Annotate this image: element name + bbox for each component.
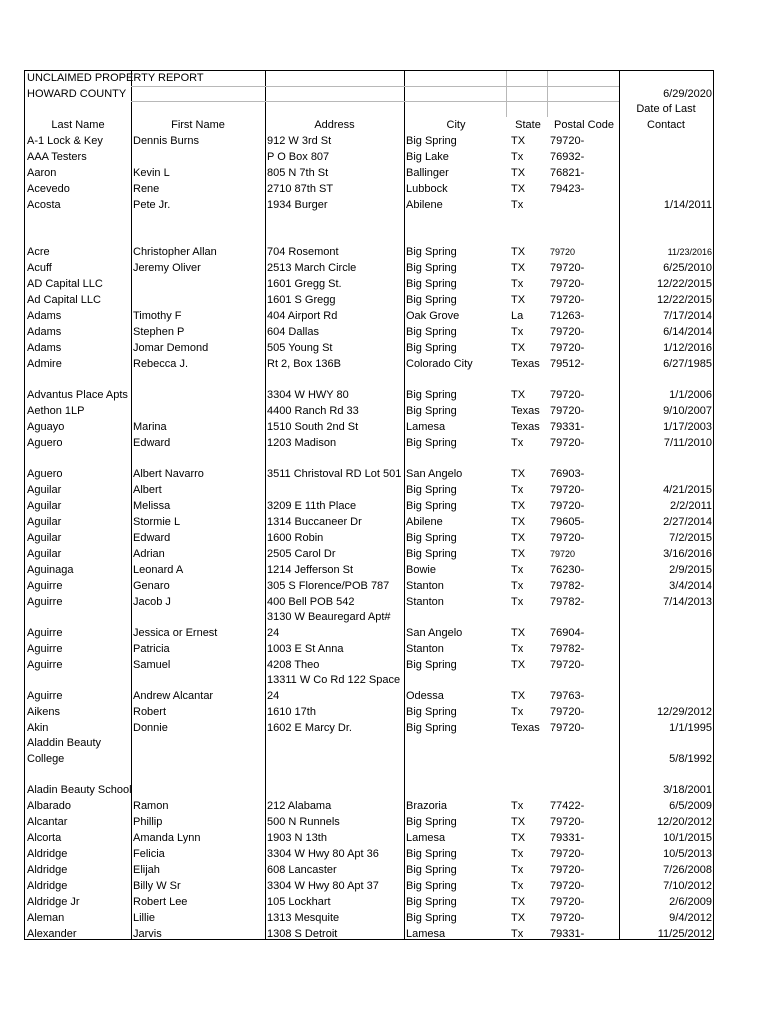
cell-last: Adams: [27, 342, 62, 354]
cell-state: Tx: [511, 848, 524, 860]
cell-last: AD Capital LLC: [27, 278, 103, 290]
cell-state: Tx: [511, 278, 524, 290]
header-city: City: [446, 119, 466, 131]
cell-contact: 9/4/2012: [669, 912, 712, 924]
cell-contact: 3/18/2001: [663, 784, 712, 796]
cell-last: Aguirre: [27, 659, 63, 671]
cell-last: Acevedo: [27, 183, 70, 195]
cell-city: Brazoria: [406, 800, 447, 812]
cell-address: 1510 South 2nd St: [267, 421, 359, 433]
cell-first: Stephen P: [133, 326, 185, 338]
cell-city: Big Spring: [406, 326, 457, 338]
cell-contact: 11/25/2012: [657, 928, 712, 940]
cell-postal: 79331-: [550, 421, 585, 433]
cell-contact: 3/16/2016: [663, 548, 712, 560]
cell-city: Big Spring: [406, 880, 457, 892]
cell-postal: 71263-: [550, 310, 585, 322]
cell-city: Lubbock: [406, 183, 448, 195]
cell-address: 1934 Burger: [267, 199, 328, 211]
cell-last: Adams: [27, 310, 62, 322]
cell-city: Big Spring: [406, 342, 457, 354]
cell-last: Akin: [27, 722, 49, 734]
cell-contact: 6/14/2014: [663, 326, 712, 338]
cell-city: Big Spring: [406, 262, 457, 274]
cell-state: TX: [511, 135, 526, 147]
cell-first: Robert: [133, 706, 167, 718]
cell-contact: 2/9/2015: [669, 564, 712, 576]
cell-last: Aethon 1LP: [27, 405, 85, 417]
cell-first: Rene: [133, 183, 160, 195]
header-state: State: [515, 119, 541, 131]
cell-contact: 1/1/2006: [669, 389, 712, 401]
cell-postal: 79720-: [550, 880, 585, 892]
cell-contact: 2/27/2014: [663, 516, 712, 528]
cell-city: Abilene: [406, 516, 443, 528]
cell-state: TX: [511, 816, 526, 828]
cell-last: Aguero: [27, 468, 63, 480]
cell-postal: 79720-: [550, 389, 585, 401]
cell-address: 24: [267, 690, 280, 702]
cell-state: TX: [511, 912, 526, 924]
cell-last: Aguero: [27, 437, 63, 449]
cell-city: Colorado City: [406, 358, 473, 370]
cell-first: Jacob J: [133, 596, 171, 608]
cell-last: Alexander: [27, 928, 77, 940]
cell-postal: 79720: [550, 247, 576, 257]
cell-address: 1610 17th: [267, 706, 316, 718]
cell-first: Leonard A: [133, 564, 184, 576]
cell-address: 2513 March Circle: [267, 262, 357, 274]
cell-state: TX: [511, 500, 526, 512]
cell-postal: 76821-: [550, 167, 585, 179]
cell-address: 1313 Mesquite: [267, 912, 340, 924]
cell-postal: 79782-: [550, 580, 585, 592]
cell-city: Big Spring: [406, 246, 457, 258]
cell-state: Tx: [511, 326, 524, 338]
cell-city: Big Spring: [406, 532, 457, 544]
cell-contact: 1/14/2011: [663, 199, 712, 211]
cell-city: Odessa: [406, 690, 444, 702]
report-county: HOWARD COUNTY: [27, 88, 127, 100]
cell-last: Alcorta: [27, 832, 62, 844]
cell-city: Big Spring: [406, 548, 457, 560]
cell-first: Pete Jr.: [133, 199, 171, 211]
cell-contact: 2/6/2009: [669, 896, 712, 908]
cell-first: Stormie L: [133, 516, 181, 528]
header-grid-line: [506, 71, 507, 117]
cell-city: Big Spring: [406, 135, 457, 147]
cell-contact: 6/27/1985: [663, 358, 712, 370]
cell-first: Jessica or Ernest: [133, 627, 218, 639]
cell-first: Jomar Demond: [133, 342, 209, 354]
cell-first: Billy W Sr: [133, 880, 181, 892]
cell-last: Aladin Beauty School: [27, 784, 132, 796]
cell-city: Big Spring: [406, 405, 457, 417]
cell-last: College: [27, 753, 65, 765]
cell-state: TX: [511, 246, 526, 258]
header-grid-line: [131, 101, 619, 102]
header-date-of-last-contact-line2: Contact: [647, 119, 685, 131]
cell-first: Patricia: [133, 643, 170, 655]
cell-contact: 5/8/1992: [669, 753, 712, 765]
cell-state: Tx: [511, 928, 524, 940]
cell-city: Ballinger: [406, 167, 449, 179]
cell-city: Big Spring: [406, 500, 457, 512]
cell-postal: 76932-: [550, 151, 585, 163]
cell-address: 608 Lancaster: [267, 864, 337, 876]
cell-address: Rt 2, Box 136B: [267, 358, 341, 370]
cell-first: Elijah: [133, 864, 160, 876]
cell-address: 1314 Buccaneer Dr: [267, 516, 362, 528]
cell-address: 3209 E 11th Place: [267, 500, 357, 512]
header-postal-code: Postal Code: [554, 119, 614, 131]
cell-first: Robert Lee: [133, 896, 188, 908]
cell-state: Tx: [511, 151, 524, 163]
cell-last: Aleman: [27, 912, 65, 924]
cell-contact: 7/2/2015: [669, 532, 712, 544]
cell-last: Ad Capital LLC: [27, 294, 101, 306]
cell-last: Aguirre: [27, 580, 63, 592]
cell-address: 400 Bell POB 542: [267, 596, 355, 608]
cell-address-line1: 3130 W Beauregard Apt#: [267, 611, 391, 623]
cell-last: Aldridge: [27, 864, 68, 876]
cell-last: Aguilar: [27, 532, 62, 544]
cell-address: 3511 Christoval RD Lot 501: [267, 468, 402, 480]
cell-postal: 79605-: [550, 516, 585, 528]
cell-last: Aaron: [27, 167, 57, 179]
cell-state: TX: [511, 468, 526, 480]
cell-city: Bowie: [406, 564, 436, 576]
cell-last: Acosta: [27, 199, 61, 211]
cell-city: Stanton: [406, 596, 444, 608]
cell-contact: 11/23/2016: [667, 247, 712, 257]
cell-contact: 1/12/2016: [663, 342, 712, 354]
cell-first: Edward: [133, 532, 171, 544]
cell-postal: 79720-: [550, 262, 585, 274]
cell-last: Aguilar: [27, 484, 62, 496]
cell-last: Acre: [27, 246, 50, 258]
cell-state: Tx: [511, 580, 524, 592]
cell-state: TX: [511, 389, 526, 401]
cell-contact: 3/4/2014: [669, 580, 712, 592]
cell-address: 805 N 7th St: [267, 167, 329, 179]
cell-first: Lillie: [133, 912, 156, 924]
cell-state: TX: [511, 342, 526, 354]
cell-contact: 1/17/2003: [663, 421, 712, 433]
cell-last: Aikens: [27, 706, 61, 718]
cell-address: 2505 Carol Dr: [267, 548, 336, 560]
cell-postal: 79720-: [550, 278, 585, 290]
cell-city: Big Spring: [406, 864, 457, 876]
report-date: 6/29/2020: [663, 88, 712, 100]
cell-last: Acuff: [27, 262, 52, 274]
cell-address: 3304 W HWY 80: [267, 389, 349, 401]
cell-address: 212 Alabama: [267, 800, 332, 812]
cell-city: Stanton: [406, 643, 444, 655]
cell-state: TX: [511, 832, 526, 844]
cell-city: Big Spring: [406, 816, 457, 828]
cell-state: TX: [511, 548, 526, 560]
column-border: [131, 71, 132, 939]
column-border: [404, 71, 405, 939]
cell-postal: 79720-: [550, 706, 585, 718]
cell-address: 3304 W Hwy 80 Apt 36: [267, 848, 379, 860]
cell-last: Aguirre: [27, 596, 63, 608]
cell-contact: 9/10/2007: [663, 405, 712, 417]
cell-last: Aguilar: [27, 516, 62, 528]
cell-first: Marina: [133, 421, 167, 433]
cell-last: Aguinaga: [27, 564, 74, 576]
cell-last: Aguilar: [27, 548, 62, 560]
cell-contact: 7/10/2012: [663, 880, 712, 892]
cell-first: Jarvis: [133, 928, 162, 940]
cell-postal: 79720-: [550, 532, 585, 544]
cell-postal: 79763-: [550, 690, 585, 702]
cell-postal: 79720-: [550, 294, 585, 306]
cell-postal: 79720-: [550, 659, 585, 671]
cell-first: Kevin L: [133, 167, 170, 179]
cell-first: Amanda Lynn: [133, 832, 201, 844]
cell-address: 1203 Madison: [267, 437, 337, 449]
cell-first: Christopher Allan: [133, 246, 217, 258]
cell-address: 505 Young St: [267, 342, 333, 354]
cell-postal: 79720-: [550, 722, 585, 734]
header-first-name: First Name: [171, 119, 225, 131]
cell-postal: 79331-: [550, 928, 585, 940]
cell-address: 1308 S Detroit: [267, 928, 338, 940]
report-title: UNCLAIMED PROPERTY REPORT: [27, 72, 204, 84]
cell-state: Tx: [511, 484, 524, 496]
cell-postal: 79720-: [550, 816, 585, 828]
column-border: [265, 71, 266, 939]
cell-contact: 7/11/2010: [663, 437, 712, 449]
cell-state: Texas: [511, 722, 540, 734]
cell-state: Tx: [511, 643, 524, 655]
header-grid-line: [131, 86, 619, 87]
cell-contact: 12/20/2012: [656, 816, 712, 828]
cell-last: Admire: [27, 358, 62, 370]
cell-address: 604 Dallas: [267, 326, 319, 338]
cell-postal: 79720-: [550, 864, 585, 876]
cell-postal: 79720-: [550, 326, 585, 338]
cell-address: 3304 W Hwy 80 Apt 37: [267, 880, 379, 892]
cell-address: 912 W 3rd St: [267, 135, 332, 147]
cell-address: 1903 N 13th: [267, 832, 327, 844]
cell-city: Lamesa: [406, 421, 446, 433]
cell-last: Aldridge Jr: [27, 896, 80, 908]
cell-state: TX: [511, 627, 526, 639]
cell-address: 1601 Gregg St.: [267, 278, 342, 290]
cell-postal: 76903-: [550, 468, 585, 480]
cell-city: Big Spring: [406, 912, 457, 924]
cell-contact: 4/21/2015: [663, 484, 712, 496]
cell-postal: 76904-: [550, 627, 585, 639]
cell-city: San Angelo: [406, 468, 463, 480]
cell-city: Oak Grove: [406, 310, 460, 322]
cell-state: Tx: [511, 880, 524, 892]
cell-state: Tx: [511, 864, 524, 876]
cell-state: Texas: [511, 421, 540, 433]
cell-address: 2710 87th ST: [267, 183, 334, 195]
cell-first: Jeremy Oliver: [133, 262, 201, 274]
cell-contact: 1/1/1995: [669, 722, 712, 734]
cell-state: TX: [511, 183, 526, 195]
cell-contact: 10/5/2013: [663, 848, 712, 860]
cell-address: 404 Airport Rd: [267, 310, 338, 322]
cell-postal: 79782-: [550, 643, 585, 655]
cell-last: Aguayo: [27, 421, 65, 433]
cell-state: Tx: [511, 596, 524, 608]
cell-contact: 12/29/2012: [656, 706, 712, 718]
cell-postal: 79720-: [550, 896, 585, 908]
cell-first: Edward: [133, 437, 171, 449]
cell-postal: 79720-: [550, 848, 585, 860]
cell-state: Tx: [511, 706, 524, 718]
cell-address: 4208 Theo: [267, 659, 320, 671]
cell-last: Advantus Place Apts: [27, 389, 128, 401]
cell-address: 4400 Ranch Rd 33: [267, 405, 359, 417]
cell-state: TX: [511, 659, 526, 671]
cell-contact: 2/2/2011: [669, 500, 712, 512]
cell-postal: 79782-: [550, 596, 585, 608]
cell-state: Texas: [511, 358, 540, 370]
unclaimed-property-sheet: [24, 70, 714, 940]
cell-first: Dennis Burns: [133, 135, 200, 147]
cell-address: 1003 E St Anna: [267, 643, 344, 655]
cell-city: Big Spring: [406, 278, 457, 290]
cell-state: TX: [511, 690, 526, 702]
header-last-name: Last Name: [51, 119, 105, 131]
cell-contact: 10/1/2015: [663, 832, 712, 844]
cell-last: Albarado: [27, 800, 72, 812]
cell-state: Texas: [511, 405, 540, 417]
cell-city: Big Spring: [406, 294, 457, 306]
cell-first: Donnie: [133, 722, 168, 734]
cell-contact: 6/25/2010: [663, 262, 712, 274]
cell-postal: 79331-: [550, 832, 585, 844]
cell-city: Lamesa: [406, 832, 446, 844]
cell-state: TX: [511, 262, 526, 274]
cell-postal: 79720-: [550, 437, 585, 449]
cell-city: Big Lake: [406, 151, 449, 163]
cell-state: TX: [511, 167, 526, 179]
cell-first: Albert Navarro: [133, 468, 204, 480]
cell-postal: 79720: [550, 549, 576, 559]
cell-state: TX: [511, 896, 526, 908]
cell-city: Big Spring: [406, 484, 457, 496]
cell-state: Tx: [511, 199, 524, 211]
cell-contact: 6/5/2009: [669, 800, 712, 812]
cell-city: Big Spring: [406, 848, 457, 860]
cell-postal: 79720-: [550, 484, 585, 496]
cell-contact: 7/14/2013: [663, 596, 712, 608]
cell-postal: 79720-: [550, 405, 585, 417]
cell-last: AAA Testers: [27, 151, 87, 163]
cell-contact: 7/26/2008: [663, 864, 712, 876]
cell-state: Tx: [511, 564, 524, 576]
cell-state: Tx: [511, 800, 524, 812]
cell-first: Phillip: [133, 816, 163, 828]
cell-postal: 79720-: [550, 912, 585, 924]
cell-postal: 79720-: [550, 135, 585, 147]
cell-first: Genaro: [133, 580, 170, 592]
cell-first: Andrew Alcantar: [133, 690, 214, 702]
cell-city: Big Spring: [406, 896, 457, 908]
cell-postal: 76230-: [550, 564, 585, 576]
cell-address: 1600 Robin: [267, 532, 324, 544]
cell-address: 105 Lockhart: [267, 896, 331, 908]
cell-state: Tx: [511, 437, 524, 449]
cell-first: Rebecca J.: [133, 358, 189, 370]
cell-address: 1214 Jefferson St: [267, 564, 354, 576]
cell-city: San Angelo: [406, 627, 463, 639]
cell-last: Aldridge: [27, 848, 68, 860]
cell-first: Albert: [133, 484, 162, 496]
cell-first: Adrian: [133, 548, 165, 560]
cell-last-line1: Aladdin Beauty: [27, 737, 101, 749]
cell-last: Aguirre: [27, 643, 63, 655]
cell-first: Timothy F: [133, 310, 182, 322]
cell-postal: 79720-: [550, 500, 585, 512]
cell-postal: 79512-: [550, 358, 585, 370]
cell-first: Samuel: [133, 659, 171, 671]
cell-contact: 7/17/2014: [663, 310, 712, 322]
cell-last: Aldridge: [27, 880, 68, 892]
cell-last: Aguirre: [27, 627, 63, 639]
cell-city: Big Spring: [406, 659, 457, 671]
cell-city: Stanton: [406, 580, 444, 592]
cell-city: Lamesa: [406, 928, 446, 940]
cell-last: Adams: [27, 326, 62, 338]
cell-postal: 77422-: [550, 800, 585, 812]
cell-state: TX: [511, 294, 526, 306]
cell-first: Ramon: [133, 800, 169, 812]
cell-first: Melissa: [133, 500, 171, 512]
cell-address-line1: 13311 W Co Rd 122 Space: [267, 674, 401, 686]
cell-last: Alcantar: [27, 816, 68, 828]
cell-contact: 12/22/2015: [656, 294, 712, 306]
cell-address: 1601 S Gregg: [267, 294, 336, 306]
cell-last: Aguilar: [27, 500, 62, 512]
header-date-of-last-contact-line1: Date of Last: [636, 103, 696, 115]
cell-state: TX: [511, 532, 526, 544]
header-address: Address: [314, 119, 355, 131]
cell-postal: 79720-: [550, 342, 585, 354]
cell-address: P O Box 807: [267, 151, 330, 163]
cell-city: Big Spring: [406, 722, 457, 734]
cell-city: Big Spring: [406, 706, 457, 718]
cell-address: 305 S Florence/POB 787: [267, 580, 390, 592]
cell-contact: 12/22/2015: [656, 278, 712, 290]
cell-address: 500 N Runnels: [267, 816, 340, 828]
cell-postal: 79423-: [550, 183, 585, 195]
cell-address: 704 Rosemont: [267, 246, 339, 258]
cell-last: Aguirre: [27, 690, 63, 702]
cell-first: Felicia: [133, 848, 165, 860]
cell-city: Abilene: [406, 199, 443, 211]
cell-last: A-1 Lock & Key: [27, 135, 103, 147]
cell-address: 1602 E Marcy Dr.: [267, 722, 352, 734]
cell-city: Big Spring: [406, 437, 457, 449]
cell-state: TX: [511, 516, 526, 528]
cell-state: La: [511, 310, 524, 322]
cell-city: Big Spring: [406, 389, 457, 401]
cell-address: 24: [267, 627, 280, 639]
column-border: [619, 71, 620, 939]
header-grid-line: [547, 71, 548, 117]
